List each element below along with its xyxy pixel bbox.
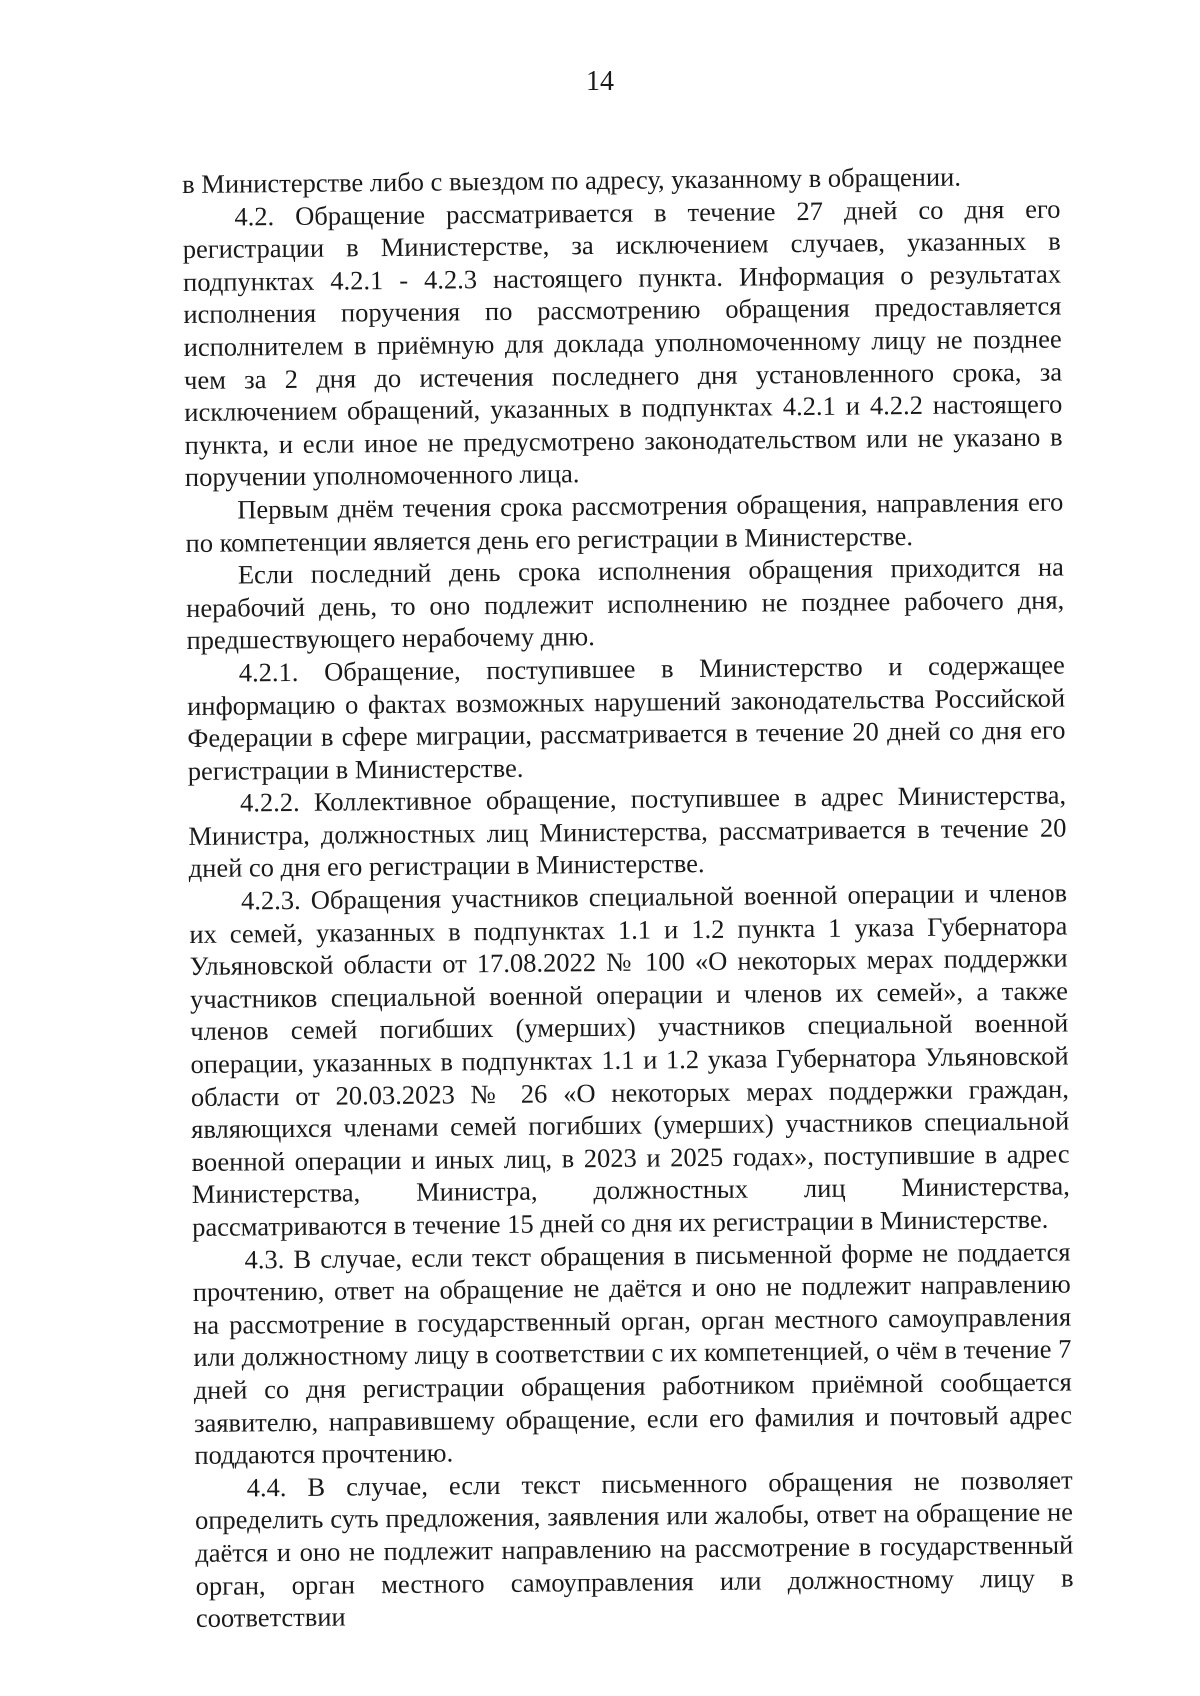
paragraph-continuation: в Министерстве либо с выездом по адресу, указанному в обращении. (182, 161, 962, 199)
paragraph-first-day: Первым днём течения срока рассмотрения обращения, направления его по компетенции является день его регистрации в Министерстве. (185, 486, 1064, 558)
paragraph-4-3: 4.3. В случае, если текст обращения в письменной форме не поддается прочтению, ответ на обращение не даётся и оно не подлежит направлению на рассмотрение в государственный орган, орган местного самоуправления или должностному лицу в соответствии с их компетенцией, о чём в течение 7 дней со дня регистрации обращения работником приёмной сообщается заявителю, направившему обращение, если его фамилия и почтовый адрес поддаются прочтению. (192, 1236, 1073, 1471)
document-body (182, 160, 1074, 1635)
paragraph-4-2: 4.2. Обращение рассматривается в течение 27 дней со дня его регистрации в Министерстве, за исключением случаев, указанных в подпунктах 4.2.1 - 4.2.3 настоящего пункта. Информация о результатах исполнения поручения по рассмотрению обращения предоставляется исполнителем в приёмную для доклада уполномоченному лицу не позднее чем за 2 дня до истечения последнего дня установленного срока, за исключением обращений, указанных в подпунктах 4.2.1 и 4.2.2 настоящего пункта, и если иное не предусмотрено законодательством или не указано в поручении уполномоченного лица. (182, 193, 1063, 493)
paragraph-non-working-day: Если последний день срока исполнения обращения приходится на нерабочий день, то оно подлежит исполнению не позднее рабочего дня, предшествующего нерабочему дню. (186, 551, 1065, 656)
paragraph-4-2-3: 4.2.3. Обращения участников специальной военной операции и членов их семей, указанных в подпунктах 1.1 и 1.2 пункта 1 указа Губернатора Ульяновской области от 17.08.2022 № 100 «О некоторых мерах поддержки участников специальной военной операции и членов их семей», а также членов семей погибших (умерших) участников специальной военной операции, указанных в подпунктах 1.1 и 1.2 указа Губернатора Ульяновской области от 20.03.2023 № 26 «О некоторых мерах поддержки граждан, являющихся членами семей погибших (умерших) участников специальной военной операции и иных лиц, в 2023 и 2025 годах», поступившие в адрес Министерства, Министра, должностных лиц Министерства, рассматриваются в течение 15 дней со дня их регистрации в Министерстве. (189, 877, 1070, 1242)
paragraph-4-2-1: 4.2.1. Обращение, поступившее в Министерство и содержащее информацию о фактах возможных нарушений законодательства Российской Федерации в сфере миграции, рассматривается в течение 20 дней со дня его регистрации в Министерстве. (187, 649, 1066, 786)
paragraph-4-4: 4.4. В случае, если текст письменного обращения не позволяет определить суть предложения, заявления или жалобы, ответ на обращение не даётся и оно не подлежит направлению на рассмотрение в государственный орган, орган местного самоуправления или должностному лицу в соответствии (194, 1464, 1074, 1634)
paragraph-4-2-2: 4.2.2. Коллективное обращение, поступившее в адрес Министерства, Министра, должностных лиц Министерства, рассматривается в течение 20 дней со дня его регистрации в Министерстве. (188, 779, 1067, 884)
page-number: 14 (586, 66, 614, 97)
